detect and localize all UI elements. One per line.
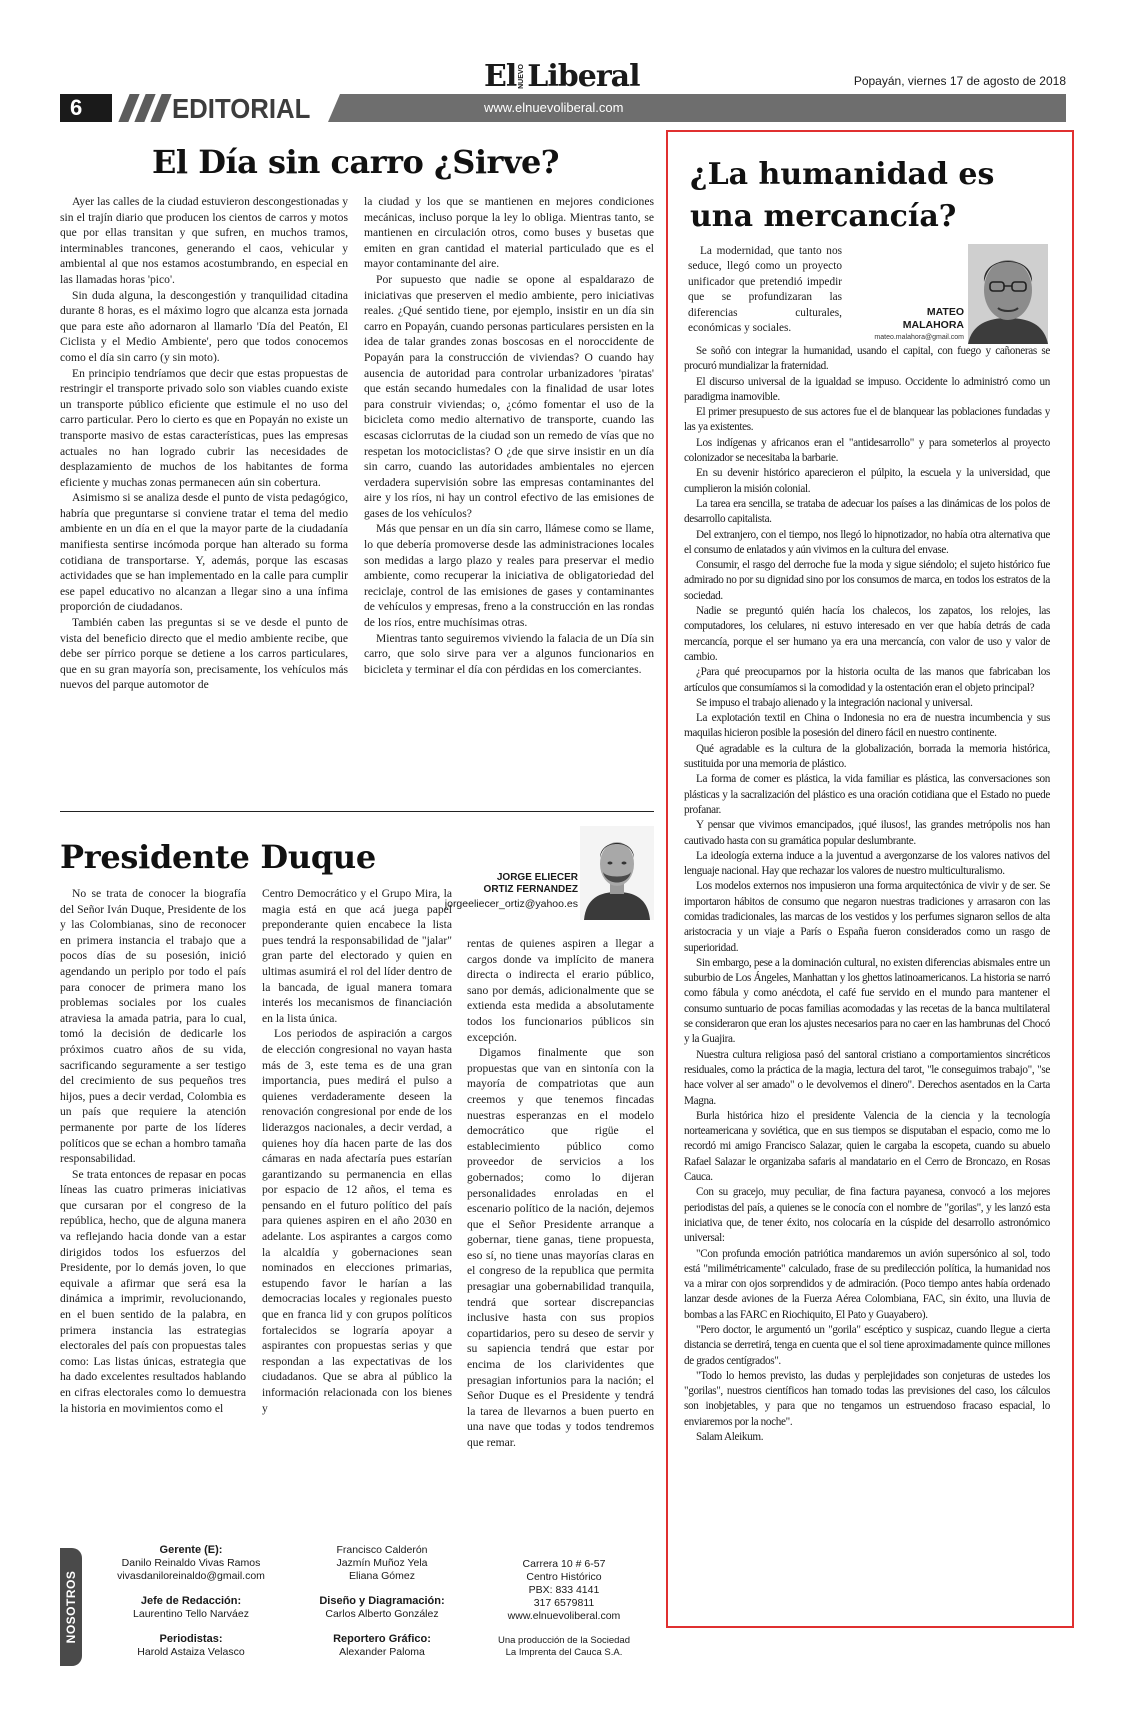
paragraph: Se impuso el trabajo alienado y la integración nacional y universal. xyxy=(696,696,973,709)
paragraph: Burla histórica hizo el presidente Valencia de la ciencia y la tecnología norteamericana y soviética, que en sus tiempos se disputaban el espacio, como me lo recordó mi amigo Francisco Salazar, quien le cargaba la escopeta, cuando su abuelo Rafael Salazar le organizaba safaris al mandatario en el Cerro de Broncazo, en Rosas Cauca. xyxy=(684,1109,1050,1184)
paragraph: El discurso universal de la igualdad se impuso. Occidente lo administró como un paradigma inamovible. xyxy=(684,375,1050,403)
site-url[interactable]: www.elnuevoliberal.com xyxy=(484,100,624,115)
url-bar xyxy=(328,94,1066,122)
website-link[interactable]: www.elnuevoliberal.com xyxy=(507,1610,621,1622)
author-email[interactable]: mateo.malahora@gmail.com xyxy=(874,334,964,341)
paragraph: "Pero doctor, le argumentó un "gorila" escéptico y suspicaz, cuando llegue a cierta distancia se derretirá, tenga en cuenta que el sol tiene aproximadamente quince millones de grados centígrados". xyxy=(684,1324,1050,1367)
page-number: 6 xyxy=(60,94,112,122)
paragraph: Asimismo si se analiza desde el punto de vista pedagógico, habría que preguntarse si conviene tratar el tema del medio ambiente en un día en el que la mayor parte de la ciudadanía manifiesta sentirse incómoda porque han alterado su forma cotidiana de transportarse. Y, además, porque las escasas actividades que se han implementado en la calle para cumplir ese papel educativo no alcanzan a llegar sino a una ínfima proporción de ciudadanos. xyxy=(60,491,348,614)
staff-name: Harold Astaiza Velasco xyxy=(137,1646,245,1658)
paragraph: Con su gracejo, muy peculiar, de fina factura payanesa, convocó a los mejores periodistas del país, a quienes se le conocía con el nombre de "gorilas", y les lanzó esta iniciativa que, de tener éxito, nos colocaría en la cúspide del desarrollo astronómico universal: xyxy=(684,1186,1050,1245)
dateline: Popayán, viernes 17 de agosto de 2018 xyxy=(853,74,1066,88)
paragraph: Los periodos de aspiración a cargos de elección congresional no vayan hasta más de 3, este tema es de una gran importancia, pues medirá el pulso a quienes verdaderamente deseen la renovación congresional por ende de los liderazgos nacionales, a decir verdad, a quienes hoy día hacen parte de las dos cámaras en nada afectaría pues estarían garantizando su permanencia en ellas por espacio de 12 años, el tema es pensando en el futuro político del país para quienes aspiren en el año 2030 en adelante. Los aspirantes a cargos como la alcaldía y gobernaciones sean nominados en elecciones primarias, estupendo favor le harían a las democracias locales y regionales puesto que en franca lid y con grupos políticos fortalecidos se lograría apoyar a aspirantes con propuestas serias y que respondan a las expectativas de los ciudadanos. Que se abra al público la información relacionada con los bienes y xyxy=(262,1027,452,1415)
staff-role: Periodistas: xyxy=(159,1633,223,1645)
author-byline xyxy=(840,306,964,343)
opinion-title-line: una mercancía? xyxy=(690,199,957,234)
staff-role: Jefe de Redacción: xyxy=(140,1595,242,1607)
paragraph: Digamos finalmente que son propuestas que van en sintonía con la mayoría de compatriotas que aun creemos y que tenemos fincadas nuestras esperanzas en el modelo democrático que rigüe el establecimiento público como proveedor de servicios a los gobernados; como lo dijeran personalidades enroladas en el escenario político de la nación, dejemos que el Señor Presidente arranque a gobernar, tiene ganas, tiene propuesta, eso sí, no tiene unas mayorías claras en el congreso de la republica que permita presagiar una gobernabilidad tranquila, tendrá que sortear discrepancias inclusive hasta con sus propios copartidarios, pero su deseo de servir y su sapiencia tendrá que estar por encima de los clarividentes que presagian infortunios para la nación; el Señor Duque es el Presidente y tendrá la tarea de llevarnos a buen puerto en una nave que todas y todos tendremos que remar. xyxy=(467,1046,654,1449)
paragraph: En principio tendríamos que decir que estas propuestas de restringir el transporte privado solo son viables cuando existe un transporte público eficiente que estimule el no uso del carro particular. Pero lo cierto es que en Popayán no existe un transporte masivo de estas características, pues las empresas actuales no han logrado cubrir las necesidades de desplazamiento de muchos de los habitantes de forma eficiente y muchas zonas permanecen aún sin cobertura. xyxy=(60,366,348,489)
editorial-title: El Día sin carro ¿Sirve? xyxy=(152,143,560,181)
paragraph: la ciudad y los que se mantienen en mejores condiciones mecánicas, incluso porque la ley lo obliga. Mientras tanto, se mantienen en circulación otros, como buses y busetas que emiten en gran cantidad el material particulado que es el mayor contaminante del aire. xyxy=(364,195,654,271)
section-bar xyxy=(60,94,1066,122)
column-text-2 xyxy=(262,886,452,1518)
paragraph: La explotación textil en China o Indonesia no era de nuestra incumbencia y sus maquilas hicieron posible la posesión del dinero fácil en nuestro continente. xyxy=(684,712,1050,740)
paragraph: En su devenir histórico aparecieron el púlpito, la escuela y la universidad, que cumplieron la misión colonial. xyxy=(684,467,1050,495)
staff-column-2 xyxy=(296,1544,468,1671)
paragraph: Sin embargo, pese a la dominación cultural, no existen diferencias abismales entre un suburbio de Los Ángeles, Manhattan y los ghettos latinoamericanos. La historia se narró como fábula y como anécdota, el café fue servido en el mundo para mantener el consumo suntuario de pocas familias acomodadas y las recetas de la banca multilateral se consideraron que eran los ajustes necesarios para no caer en las hambrunas del Chocó y la Guajira. xyxy=(684,956,1050,1046)
paragraph: Consumir, el rasgo del derroche fue la moda y sigue siéndolo; el sujeto histórico fue admirado no por su dignidad sino por los consumos de marca, en todos los estratos de la sociedad. xyxy=(684,559,1050,602)
column-text-3 xyxy=(467,936,654,1520)
logo-el: El xyxy=(484,59,517,94)
paragraph: Más que pensar en un día sin carro, llámese como se llame, lo que debería promoverse desde las administraciones locales son medidas a largo plazo y reales para preservar el medio ambiente, como recuperar la iniciativa de obligatoriedad del reciclaje, control de las emisiones de gases y contaminantes de vehículos y empresas, freno a la construcción en las rondas de los ríos, entre muchísimas otras. xyxy=(364,522,654,630)
paragraph: Ayer las calles de la ciudad estuvieron descongestionadas y sin el trajín diario que producen los cientos de carros y motos que por ellas transitan y que sufren, en muchos tramos, interminables trancones, generando el caos, vehicular y ambiental al que nos estamos acostumbrando, en especial en las llamadas horas 'pico'. xyxy=(60,195,348,286)
paragraph: La ideología externa induce a la juventud a avergonzarse de los valores nativos del lenguaje nacional. Hay que rechazar los valores de nuestro multiculturalismo. xyxy=(684,849,1050,878)
paragraph: rentas de quienes aspiren a llegar a cargos donde va implícito de manera directa o indirecta el erario público, sano por demás, adicionalmente que se extienda esta medida a absolutamente todos los funcionarios públicos sin excepción. xyxy=(467,937,654,1044)
paragraph: La forma de comer es plástica, la vida familiar es plástica, las conversaciones son plásticas y la sacralización del plástico es una oración cotidiana que el Estado no puede profanar. xyxy=(684,773,1050,816)
paragraph: Qué agradable es la cultura de la globalización, borrada la memoria histórica, sustituida por una memoria de plástico. xyxy=(684,742,1050,771)
author-name: MATEO xyxy=(926,306,964,318)
production-credit: La Imprenta del Cauca S.A. xyxy=(505,1647,623,1658)
newspaper-logo xyxy=(484,58,639,92)
paragraph: Salam Aleikum. xyxy=(696,1431,764,1444)
author-photo xyxy=(580,826,654,920)
phone: 317 6579811 xyxy=(533,1597,595,1609)
paragraph: Por supuesto que nadie se opone al espaldarazo de iniciativas que preserven el medio ambiente, pero iniciativas reales. ¿Qué sentido tiene, por ejemplo, insistir en un día sin carro en Popayán, cuando personas particulares persisten en la idea de talar grandes zonas boscosas en el noroccidente de Popayán para la construcción de viviendas? O cuando hay ausencia de autoridad para controlar urbanizadores 'piratas' que están secando humedales con la finalidad de usar lotes para construir viviendas; o, ¿cómo fomentar el uso de la bicicleta como medio alternativo de transporte, cuando las escasas ciclorrutas de la ciudad son un remedo de vías que no respetan los motociclistas? O ¿de que sirve insistir en un día sin carro, cuando las autoridades ambientales no ejercen verdadera supervisión sobre las empresas contaminantes del aire y los ríos, ni hay un control efectivo de las emisiones de gases de los vehículos? xyxy=(364,272,654,520)
staff-role: Reportero Gráfico: xyxy=(333,1633,431,1645)
opinion-title-line: ¿La humanidad es xyxy=(690,157,995,192)
logo-liberal: Liberal xyxy=(527,59,640,94)
staff-name: Jazmín Muñoz Yela xyxy=(336,1557,428,1569)
author-photo xyxy=(968,244,1048,344)
column-title: Presidente Duque xyxy=(60,838,376,876)
staff-role: Diseño y Diagramación: xyxy=(319,1595,445,1607)
paragraph: Los modelos externos nos impusieron una forma arquitectónica de vivir y de ser. Se importaron hábitos de consumo que negaron nuestras tradiciones y arrasaron con las comidas tradicionales, las marcas de los vestidos y los perfumes signaron sellos de alta aristocracia y un viaje a París o España fueron considerados como un rasgo de superioridad. xyxy=(684,880,1050,954)
paragraph: Nuestra cultura religiosa pasó del santoral cristiano a comportamientos sincréticos residuales, como la práctica de la magia, lectura del tarot, "le conseguimos trabajo", "se hace volver al ser amado" o le devolvemos el dinero". Derechos asentados en la Carta Magna. xyxy=(684,1048,1050,1107)
author-email[interactable]: jorgeeliecer_ortiz@yahoo.es xyxy=(444,898,578,910)
paragraph: Se trata entonces de repasar en pocas líneas las cuatro primeras iniciativas que cursaran por el congreso de la república, hecho, que de alguna manera va reflejando hacia donde van a estar dirigidos todos los esfuerzos del Presidente, por lo demás joven, lo que equivale a afirmar que será esa la dinámica a imprimir, revolucionando, en el buen sentido de la palabra, en primera instancia las estrategias electorales del país con propuestas tales como: Las listas únicas, estrategia que ha dado excelentes resultados hablando en cifras electorales como lo demuestra la historia en movimientos como el xyxy=(60,1167,246,1415)
staff-name: Alexander Paloma xyxy=(339,1646,425,1658)
staff-tab-label: NOSOTROS xyxy=(64,1570,78,1644)
author-name: ORTIZ FERNANDEZ xyxy=(483,884,578,895)
phone: PBX: 833 4141 xyxy=(528,1584,600,1596)
production-credit: Una producción de la Sociedad xyxy=(497,1635,631,1646)
author-byline xyxy=(436,872,578,910)
staff-role: Gerente (E): xyxy=(159,1544,223,1556)
opinion-lead xyxy=(688,244,842,342)
section-label: EDITORIAL xyxy=(172,93,311,124)
paragraph: El primer presupuesto de sus actores fue el de blanquear las poblaciones fundadas y las ya existentes. xyxy=(684,406,1050,434)
staff-tab xyxy=(60,1548,82,1666)
paragraph: Del extranjero, con el tiempo, nos llegó lo hipnotizador, no había otra alternativa que el consumo de enlatados y aún vivimos en la cultura del envase. xyxy=(684,528,1050,556)
author-name: MALAHORA xyxy=(902,319,964,331)
staff-name: Laurentino Tello Narváez xyxy=(133,1608,249,1620)
paragraph: No se trata de conocer la biografía del Señor Iván Duque, Presidente de los y las Colombianas, sino de reconocer en primera instancia el trabajo que a pocos días de su posesión, inició agendando un periplo por todo el país para conocer de primera mano los problemas sociales por los cuales atraviesa la amada patria, para lo cual, tomó la decisión de dedicarle los próximos cuatro años de su vida, sacrificando seguramente a ser testigo del crecimiento de sus pequeños tres hijos, pues a decir verdad, Colombia es un país que requiere la atención permanente por parte de los líderes políticos que se echan a hombro tamaña responsabilidad. xyxy=(60,887,246,1166)
author-name: JORGE ELIECER xyxy=(496,872,578,883)
opinion-title xyxy=(690,154,1010,238)
paragraph: Nadie se preguntó quién hacía los chalecos, los zapatos, los relojes, las computadores, los celulares, ni estuvo interesado en ver que había detrás de cada mercancía, porque el ser humano ya era una mercancía, con valor de uso y valor de cambio. xyxy=(684,605,1050,663)
paragraph: También caben las preguntas si se ve desde el punto de vista del beneficio directo que el medio ambiente recibe, que debe ser pírrico porque se detiene a los carros particulares, que en su gran mayoría son, precisamente, los vehículos más nuevos del parque automotor de xyxy=(60,616,348,692)
paragraph: Mientras tanto seguiremos viviendo la falacia de un Día sin carro, que solo sirve para ver a algunos funcionarios en bicicleta y terminar el día con pérdidas en los comerciantes. xyxy=(364,631,654,676)
paragraph: Los indígenas y africanos eran el "antidesarrollo" y para someterlos al proyecto colonizador se necesitaba la barbarie. xyxy=(684,436,1050,465)
paragraph: "Con profunda emoción patriótica mandaremos un avión supersónico al sol, todo está "milimétricamente" calculado, frase de su predilección política, la humanidad nos va a mirar con ojos sorprendidos y de admiración. (Poco tiempo antes había ordenado lanzar desde aviones de la Fuerza Aérea Colombiana, FAC, sin éxito, una lluvia de bombas a las FARC en Riochiquito, El Pato y Guayabero). xyxy=(684,1247,1050,1321)
staff-name: Francisco Calderón xyxy=(336,1544,428,1556)
paragraph: ¿Para qué preocuparnos por la historia oculta de las manos que fabricaban los artículos que consumíamos si la comodidad y la ostentación eran el objeto principal? xyxy=(684,666,1050,694)
staff-name: Danilo Reinaldo Vivas Ramos xyxy=(121,1557,261,1569)
divider xyxy=(60,811,654,812)
logo-nuevo: NUEVO xyxy=(518,64,526,89)
editorial-column-1 xyxy=(60,194,348,786)
opinion-body xyxy=(684,344,1050,1620)
paragraph: Se soñó con integrar la humanidad, usando el capital, con fuego y cañoneras se procuró mundializar la fraternidad. xyxy=(684,345,1050,373)
address-line: Centro Histórico xyxy=(526,1571,602,1583)
paragraph: La modernidad, que tanto nos seduce, llegó como un proyecto unificador que pretendió impedir que se profundizaran las diferencias culturales, económicas y sociales. xyxy=(688,245,842,335)
paragraph: Centro Democrático y el Grupo Mira, la magia está en que acá juega papel preponderante quien encabece la lista pues tendrá la responsabilidad de "jalar" gran parte del electorado y quien en ultimas asumirá el rol del líder dentro de la bancada, de igual manera tomara interés los mecanismos de financiación en la lista única. xyxy=(262,887,452,1025)
paragraph: Sin duda alguna, la descongestión y tranquilidad citadina durante 8 horas, es el máximo logro que alcanza esta jornada que para este año adornaron al llamarlo 'Día del Peatón, El Ciclista y el Medio Ambiente', pero que todos conocemos como el día sin carro (y sin moto). xyxy=(60,288,348,364)
staff-name: Carlos Alberto González xyxy=(325,1608,439,1620)
address-line: Carrera 10 # 6-57 xyxy=(522,1558,606,1570)
staff-contact xyxy=(486,1558,642,1659)
staff-column-1 xyxy=(96,1544,286,1671)
editorial-column-2 xyxy=(364,194,654,786)
staff-name: Eliana Gómez xyxy=(349,1570,415,1582)
staff-email[interactable]: vivasdaniloreinaldo@gmail.com xyxy=(117,1570,265,1582)
paragraph: Y pensar que vivimos emancipados, ¡qué ilusos!, las grandes metrópolis nos han cautivado hasta con su gramática popular deslumbrante. xyxy=(684,819,1050,847)
paragraph: La tarea era sencilla, se trataba de adecuar los países a las dinámicas de los polos de desarrollo capitalista. xyxy=(684,497,1050,526)
column-text-1 xyxy=(60,886,246,1518)
paragraph: "Todo lo hemos previsto, las dudas y perplejidades son conjeturas de ustedes los "gorilas", nuestros científicos han tomado todas las previsiones del caso, los cálculos son inobjetables, y para que no tengamos un estruendoso fracaso espacial, lo enviaremos por la noche". xyxy=(684,1369,1050,1428)
